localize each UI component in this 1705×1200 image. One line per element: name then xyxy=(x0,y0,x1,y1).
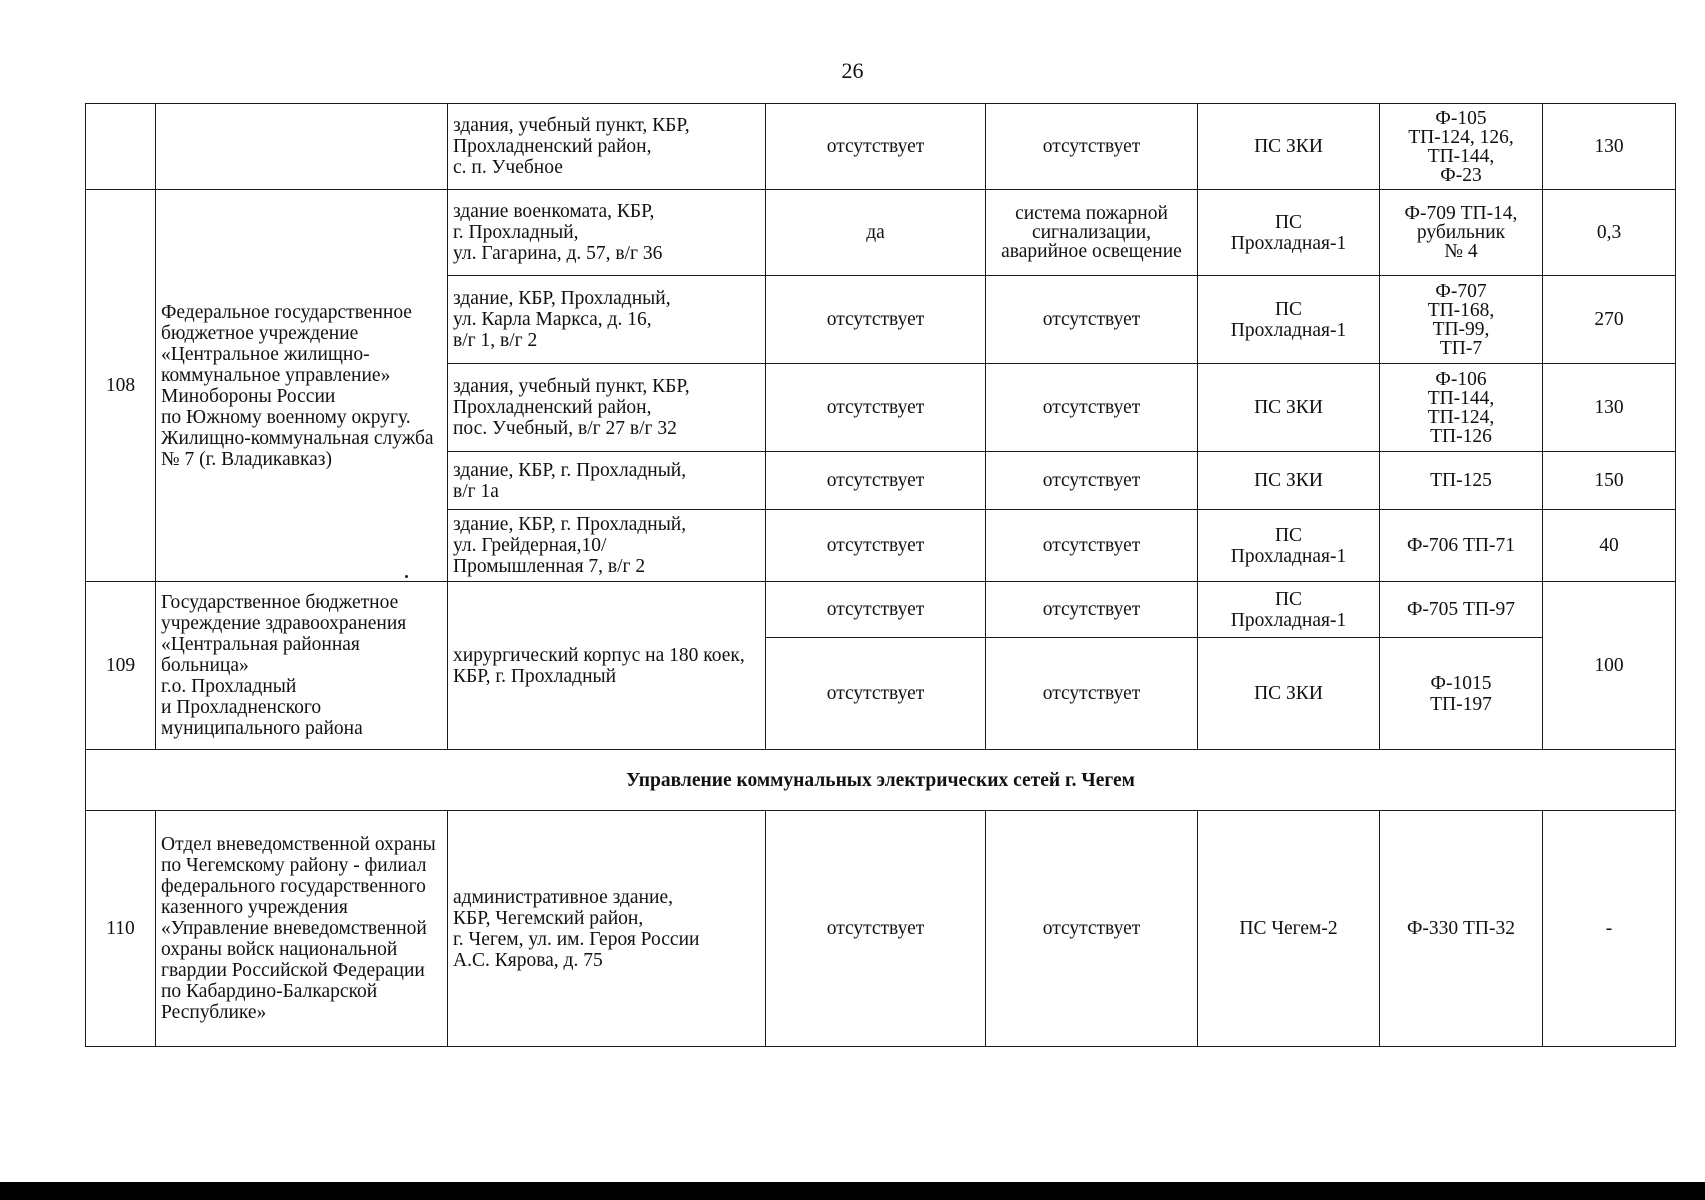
scan-edge-bar xyxy=(0,1182,1705,1200)
page-number: 26 xyxy=(841,58,864,83)
feeder-cell: Ф-709 ТП-14, рубильник № 4 xyxy=(1380,190,1543,276)
object-cell: здания, учебный пункт, КБР, Прохладненский район, пос. Учебный, в/г 27 в/г 32 xyxy=(448,364,766,452)
substation-cell: ПС ЗКИ xyxy=(1198,452,1380,510)
reserve-sources-cell: отсутствует xyxy=(766,582,986,638)
substation-cell: ПС Прохладная-1 xyxy=(1198,190,1380,276)
substation-cell: ПС ЗКИ xyxy=(1198,104,1380,190)
emergency-loads-cell: отсутствует xyxy=(986,104,1198,190)
feeder-cell: ТП-125 xyxy=(1380,452,1543,510)
emergency-loads-cell: система пожарной сигнализации, аварийное освещение xyxy=(986,190,1198,276)
emergency-loads-cell: отсутствует xyxy=(986,582,1198,638)
substation-cell: ПС Прохладная-1 xyxy=(1198,510,1380,582)
substation-cell: ПС Прохладная-1 xyxy=(1198,582,1380,638)
object-cell: здание, КБР, г. Прохладный, ул. Грейдерная,10/ Промышленная 7, в/г 2 xyxy=(448,510,766,582)
section-header: Управление коммунальных электрических сетей г. Чегем xyxy=(86,750,1676,811)
reserve-sources-cell: отсутствует xyxy=(766,638,986,750)
row-number-cell xyxy=(86,104,156,190)
power-cell: 100 xyxy=(1543,582,1676,750)
reserve-sources-cell: отсутствует xyxy=(766,104,986,190)
emergency-loads-cell: отсутствует xyxy=(986,452,1198,510)
emergency-loads-cell: отсутствует xyxy=(986,638,1198,750)
reserve-sources-cell: да xyxy=(766,190,986,276)
power-cell: 130 xyxy=(1543,104,1676,190)
feeder-cell: Ф-106 ТП-144, ТП-124, ТП-126 xyxy=(1380,364,1543,452)
section-header-row xyxy=(86,750,1676,811)
row-number-cell: 110 xyxy=(86,811,156,1047)
power-cell: 150 xyxy=(1543,452,1676,510)
feeder-cell: Ф-105 ТП-124, 126, ТП-144, Ф-23 xyxy=(1380,104,1543,190)
substation-cell: ПС Чегем-2 xyxy=(1198,811,1380,1047)
feeder-cell: Ф-707 ТП-168, ТП-99, ТП-7 xyxy=(1380,276,1543,364)
table-row xyxy=(86,811,1676,1047)
feeder-cell: Ф-330 ТП-32 xyxy=(1380,811,1543,1047)
reserve-sources-cell: отсутствует xyxy=(766,811,986,1047)
emergency-loads-cell: отсутствует xyxy=(986,811,1198,1047)
object-cell: здание, КБР, г. Прохладный, в/г 1а xyxy=(448,452,766,510)
emergency-loads-cell: отсутствует xyxy=(986,364,1198,452)
substation-cell: ПС ЗКИ xyxy=(1198,638,1380,750)
table-row xyxy=(86,190,1676,276)
reserve-sources-cell: отсутствует xyxy=(766,364,986,452)
emergency-loads-cell: отсутствует xyxy=(986,510,1198,582)
feeder-cell: Ф-1015 ТП-197 xyxy=(1380,638,1543,750)
object-cell: административное здание, КБР, Чегемский район, г. Чегем, ул. им. Героя России А.С. Кярова, д. 75 xyxy=(448,811,766,1047)
feeder-cell: Ф-706 ТП-71 xyxy=(1380,510,1543,582)
table-row xyxy=(86,582,1676,638)
object-cell: хирургический корпус на 180 коек, КБР, г. Прохладный xyxy=(448,582,766,750)
object-cell: здание, КБР, Прохладный, ул. Карла Маркса, д. 16, в/г 1, в/г 2 xyxy=(448,276,766,364)
substation-cell: ПС ЗКИ xyxy=(1198,364,1380,452)
power-objects-table xyxy=(85,103,1676,1047)
object-cell: здания, учебный пункт, КБР, Прохладненский район, с. п. Учебное xyxy=(448,104,766,190)
organization-cell xyxy=(156,104,448,190)
organization-cell: Федеральное государственное бюджетное учреждение «Центральное жилищно-коммунальное управление» Минобороны России по Южному военному округу. Жилищно-коммунальная служба № 7 (г. Владикавказ) xyxy=(156,190,448,582)
power-cell: 0,3 xyxy=(1543,190,1676,276)
organization-cell: Государственное бюджетное учреждение здравоохранения «Центральная районная больница» г.о. Прохладный и Прохладненского муниципального района xyxy=(156,582,448,750)
power-cell: 130 xyxy=(1543,364,1676,452)
row-number-cell: 109 xyxy=(86,582,156,750)
object-cell: здание военкомата, КБР, г. Прохладный, ул. Гагарина, д. 57, в/г 36 xyxy=(448,190,766,276)
organization-cell: Отдел вневедомственной охраны по Чегемскому району - филиал федерального государственного казенного учреждения «Управление вневедомственной охраны войск национальной гвардии Российской Федерации по Кабардино-Балкарской Республике» xyxy=(156,811,448,1047)
reserve-sources-cell: отсутствует xyxy=(766,276,986,364)
table-row xyxy=(86,104,1676,190)
emergency-loads-cell: отсутствует xyxy=(986,276,1198,364)
feeder-cell: Ф-705 ТП-97 xyxy=(1380,582,1543,638)
power-cell: 270 xyxy=(1543,276,1676,364)
substation-cell: ПС Прохладная-1 xyxy=(1198,276,1380,364)
reserve-sources-cell: отсутствует xyxy=(766,510,986,582)
row-number-cell: 108 xyxy=(86,190,156,582)
power-cell: 40 xyxy=(1543,510,1676,582)
scan-speck xyxy=(405,575,408,578)
power-cell: - xyxy=(1543,811,1676,1047)
reserve-sources-cell: отсутствует xyxy=(766,452,986,510)
